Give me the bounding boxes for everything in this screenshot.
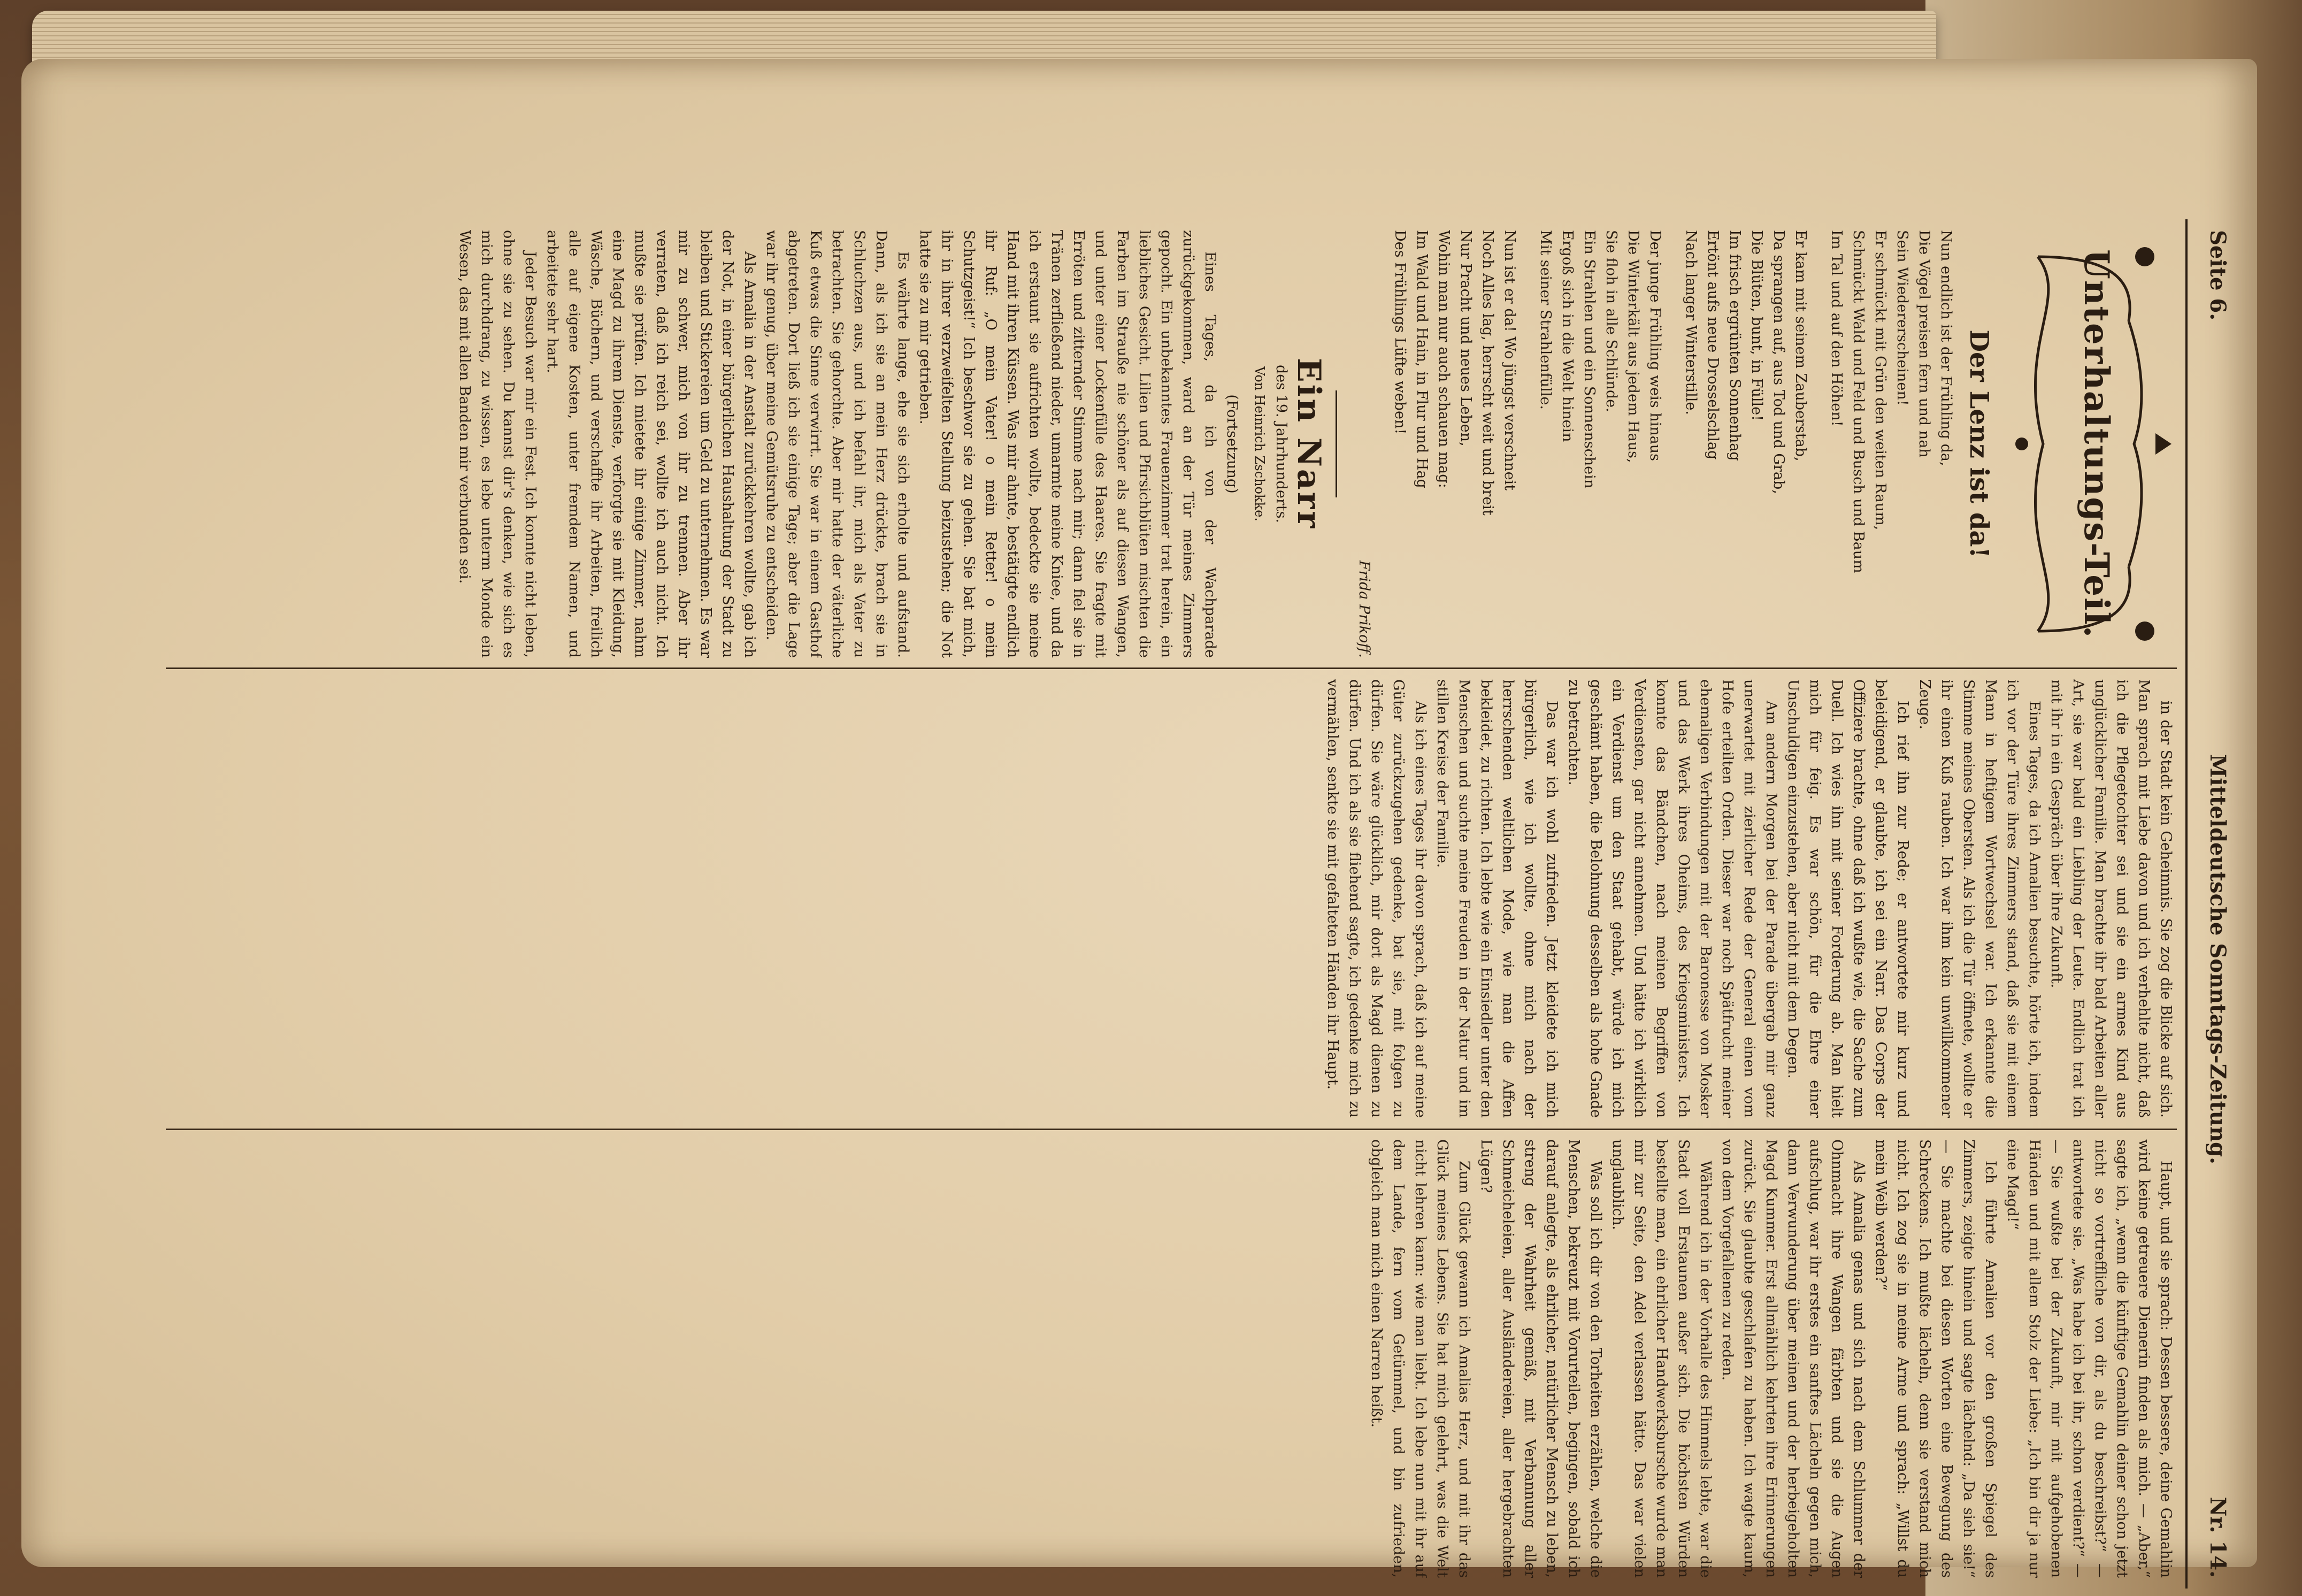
divider bbox=[1336, 390, 1337, 497]
poem bbox=[1389, 230, 1957, 658]
poem-author: Frida Prikoff. bbox=[1356, 560, 1372, 658]
story-paragraph: Als Amalia in der Anstalt zurückkehren wollte, gab ich der Not, in einer bürgerlichen Haushaltung der Stadt zu bleiben und Stickereien um Geld zu unternehmen. Es war mir zu schwer, mich von ihr zu trennen. Aber ihr verraten, daß ich reich sei, wollte ich auch nicht. Ich mußte sie prüfen. Ich mietete ihr einige Zimmer, nahm eine Magd zu ihrem Dienste, verforgte sie mit Kleidung, Wäsche, Büchern, und verschaffte ihr Arbeiten, freilich alle auf eigene Kosten, unter fremdem Namen, und arbeitete sehr hart. bbox=[544, 230, 758, 658]
story-paragraph: Als Amalia genas und sich nach dem Schlummer der Ohnmacht ihre Wangen färbten und sie die Augen aufschlug, war ihr erstes ein sanftes Lächeln gegen mich, dann Verwunderung über meinen und der herbeigeholten Magd Kummer. Erst allmählich kehrten ihre Erinnerungen zurück. Sie glaubte geschlafen zu haben. Ich wagte kaum, von dem Vorgefallenen zu reden. bbox=[1719, 1139, 1867, 1578]
story-paragraph: Am andern Morgen bei der Parade übergab mir ganz unerwartet mit zierlicher Rede der General einen vom Hofe erteilten Orden. Dieser war noch Spätfrucht meiner ehemaligen Verbindungen mit der Baronesse von Mosker und das Werk ihres Oheims, des Kriegsministers. Ich konnte das Bändchen, nach meinen Begriffen von Verdiensten, gar nicht annehmen. Und hätte ich wirklich ein Verdienst um den Staat gehabt, würde ich mich geschämt haben, die Belohnung desselben als hohe Gnade zu betrachten. bbox=[1566, 679, 1779, 1118]
rotation-wrapper bbox=[139, 219, 2257, 1589]
poem-line: Die Vögel preisen fern und nah bbox=[1916, 230, 1932, 458]
poem-stanza bbox=[1534, 230, 1666, 658]
story-paragraph: Zum Glück gewann ich Amalias Herz, und mit ihr das Glück meines Lebens. Sie hat mich gelehrt, was die Welt nicht lehren kann: wie man liebt. Ich lebe nun mit ihr auf dem Lande, fern vom Getümmel, und bin zufrieden, obgleich man mich einen Narren heißt. bbox=[1368, 1139, 1472, 1578]
poem-line: Nur Pracht und neues Leben, bbox=[1457, 230, 1474, 447]
poem-line: Nun endlich ist der Frühling da, bbox=[1938, 230, 1954, 466]
poem-line: Im Wald und Hain, in Flur und Hag bbox=[1414, 230, 1430, 488]
section-title: Unterhaltungs-Teil. bbox=[2076, 249, 2116, 639]
poem-title: Der Lenz ist da! bbox=[1964, 329, 1994, 558]
story-paragraph: Jeder Besuch war mir ein Fest. Ich konnte nicht leben, ohne sie zu sehen. Du kannst dir's denken, wie sich es mich durchdrang, zu wissen, es lebe unterm Monde ein Wesen, das mit allen Banden mir verbunden sei. bbox=[456, 230, 539, 658]
poem-line: Ergoß sich in die Welt hinein bbox=[1559, 230, 1576, 442]
story-paragraph: Als ich eines Tages ihr davon sprach, daß ich auf meine Güter zurückzugehen gedenke, bat sie, mit folgen zu dürfen. Sie wäre glücklich, mir dort als Magd dienen zu dürfen. Und ich als sie fliehend sagte, ich gedenke mich zu vermählen, senkte sie mit gefalteten Händen ihr Haupt. bbox=[1324, 679, 1429, 1118]
story-paragraph: Ich rief ihn zur Rede; er antwortete mir kurz und beleidigend, er glaubte, ich sei ein Narr. Das Corps der Offiziere brachte, ohne daß ich wußte wie, die Sache zum Duell. Ich wies ihn mit seiner Forderung ab. Man hielt mich für feig. Es war schön, für die Ehre einer Unschuldigen einzustehen, aber nicht mit dem Degen. bbox=[1785, 679, 1911, 1118]
poem-line: Noch Alles lag, herrscht weit und breit bbox=[1479, 230, 1496, 516]
poem-line: Nun ist er da! Wo jüngst verschneit bbox=[1501, 230, 1518, 491]
poem-line: Die Blüten, bunt, in Fülle! bbox=[1748, 230, 1765, 421]
story-paragraph: Während ich in der Vorhalle des Himmels lebte, war die Stadt voll Erstaunen außer sich. Die höchsten Würden bestellte man, ein ehrlicher Handwerksbursche wurde man mir zur Seite, den Adel verlassen hätte. Das war vielen unglaublich. bbox=[1609, 1139, 1714, 1578]
page-number: Seite 6. bbox=[2205, 230, 2230, 321]
story-paragraph: Das war ich wohl zufrieden. Jetzt kleidete ich mich bürgerlich, wie ich wollte, ohne mich nach der herrschenden weltlichen Mode, wie man die Affen bekleidet, zu richten. Ich lebte wie ein Einsiedler unter den Menschen und suchte meine Freuden in der Natur und im stillen Kreise der Familie. bbox=[1434, 679, 1560, 1118]
page-header bbox=[2185, 219, 2236, 1589]
story-text bbox=[454, 230, 1221, 658]
poem-line: Im frisch ergrünten Sonnenhag bbox=[1726, 230, 1743, 461]
poem-line: Ein Strahlen und ein Sonnenschein bbox=[1581, 230, 1598, 489]
poem-line: Mit seiner Strahlenfülle. bbox=[1537, 230, 1554, 410]
column-3 bbox=[166, 1139, 2177, 1578]
column-1 bbox=[166, 230, 2177, 658]
poem-line: Ertönt aufs neue Drosselschlag bbox=[1705, 230, 1721, 460]
poem-line: Sein Wiedererscheinen! bbox=[1894, 230, 1910, 406]
story-paragraph: Ich führte Amalien vor den großen Spiegel des Zimmers, zeigte hinein und sagte lächelnd: „Da sieh sie!“ — Sie machte bei diesen Worten eine Bewegung des Schreckens. Ich mußte lächeln, denn sie verstand mich nicht. Ich zog sie in meine Arme und sprach: „Willst du mein Weib werden?“ bbox=[1873, 1139, 1999, 1578]
poem-line: Die Winterkält aus jedem Haus, bbox=[1625, 230, 1641, 463]
poem-line: Der junge Frühling weis hinaus bbox=[1647, 230, 1663, 461]
newspaper-name: Mitteldeutsche Sonntags-Zeitung. bbox=[2205, 754, 2230, 1164]
poem-line: Er kam mit seinem Zauberstab, bbox=[1792, 230, 1809, 462]
story-subtitle: des 19. Jahrhunderts. bbox=[1273, 364, 1290, 524]
poem-line: Sie floh in alle Schlünde. bbox=[1603, 230, 1620, 412]
poem-line: Des Frühlings Lüfte weben! bbox=[1392, 230, 1408, 435]
poem-line: Schmückt Wald und Feld und Busch und Baum bbox=[1850, 230, 1867, 573]
newspaper-page bbox=[21, 59, 2257, 1578]
poem-line: Da sprangen auf, aus Tod und Grab, bbox=[1770, 230, 1787, 494]
story-paragraph: Eines Tages, da ich von der Wachparade zurückgekommen, ward an der Tür meines Zimmers gepocht. Ein unbekanntes Frauenzimmer trat herein, ein liebliches Gesicht. Lilien und Pfirsichblüten mischten die Farben im Strauße nie schöner als auf diesen Wangen, und unter einer Lockenfülle des Haares. Sie fragte mit Erröten und zitternder Stimme nach mir; dann fiel sie in Tränen zerfließend nieder, umarmte meine Kniee, und da ich erstaunt sie aufrichten wollte, bedeckte sie meine Hand mit ihren Küssen. Was mir ahnte, bestätigte endlich ihr Ruf: „O mein Vater! o mein Retter! o mein Schutzgeist!“ Ich beschwor sie zu gehen. Sie bat mich, ihr in ihrer verzweifelten Stellung beizustehen; die Not hatte sie zu mir getrieben. bbox=[917, 230, 1218, 658]
story-text bbox=[1365, 1139, 2177, 1578]
issue-number: Nr. 14. bbox=[2205, 1497, 2230, 1578]
story-paragraph: Haupt, und sie sprach: Dessen bessere, deine Gemahlin wird keine getreuere Dienerin finden als mich. — „Aber,“ sagte ich, „wenn die künftige Gemahlin deiner schon jetzt nicht so vortreffliche von dir, als du beschreibst?“ — antwortete sie. „Was habe ich bei ihr, schon verdient?“ — — Sie wußte bei der Zukunft, mir mit aufgehobenen Händen und mit allem Stolz der Liebe: „Ich bin dir ja nur eine Magd!“ bbox=[2004, 1139, 2174, 1578]
story-paragraph: Es währte lange, ehe sie sich erholte und aufstand. Dann, als ich sie an mein Herz drückte, brach sie in Schluchzen aus, und ich befahl ihr, mich als Vater zu betrachten. Sie gehorchte. Aber mir hatte der väterliche Kuß etwas die Sinne verwirrt. Sie war in einem Gasthof abgetreten. Dort ließ ich sie einige Tage; aber die Lage war ihr genug, über meine Gemütsruhe zu entscheiden. bbox=[763, 230, 911, 658]
story-text bbox=[1322, 679, 2177, 1118]
poem-line: Im Tal und auf den Höhen! bbox=[1828, 230, 1845, 427]
story-paragraph: in der Stadt kein Geheimnis. Sie zog die Blicke auf sich. Man sprach mit Liebe davon und ich verhehlte nicht, daß ich die Pflegetochter sei und sie ein armes Kind aus unglücklicher Familie. Man brachte ihr bald Arbeiten aller Art, sie war bald ein Liebling der Leute. Endlich trat ich mit ihr in ein Gespräch über ihre Zukunft. bbox=[2048, 679, 2174, 1118]
section-banner bbox=[2000, 235, 2177, 653]
column-rule bbox=[166, 667, 2177, 669]
story-paragraph: Was soll ich dir von den Torheiten erzählen, welche die Menschen, bekreuzt mit Vorurteilen, begingen, sobald ich darauf anlegte, als ehrlicher, natürlicher Mensch zu leben, streng der Wahrheit gemäß, mit Verbannung aller Schmeicheleien, aller Ausländereien, aller hergebrachten Lügen? bbox=[1478, 1139, 1604, 1578]
poem-line: Er schmückt mit Grün den weiten Raum, bbox=[1872, 230, 1889, 531]
poem-stanza bbox=[1825, 230, 1957, 658]
poem-stanza bbox=[1389, 230, 1521, 658]
poem-stanza bbox=[1680, 230, 1812, 658]
continuation-note: (Fortsetzung) bbox=[1224, 394, 1240, 494]
column-2 bbox=[166, 679, 2177, 1118]
story-byline: Von Heinrich Zschokke. bbox=[1252, 366, 1267, 521]
column-rule bbox=[166, 1129, 2177, 1130]
page-content bbox=[139, 219, 2257, 1589]
poem-line: Nach langer Winterstille. bbox=[1683, 230, 1699, 415]
poem-line: Wohin man nur auch schauen mag: bbox=[1436, 230, 1452, 488]
story-paragraph: Eines Tages, da ich Amalien besuchte, hörte ich, indem ich vor der Türe ihres Zimmers stand, daß sie mit einem Mann in heftigem Wortwechsel war. Ich erkannte die Stimme meines Obersten. Als ich die Tür öffnete, wollte er ihr einen Kuß rauben. Ich war ihm kein unwillkommener Zeuge. bbox=[1916, 679, 2043, 1118]
story-title: Ein Narr bbox=[1290, 358, 1328, 530]
